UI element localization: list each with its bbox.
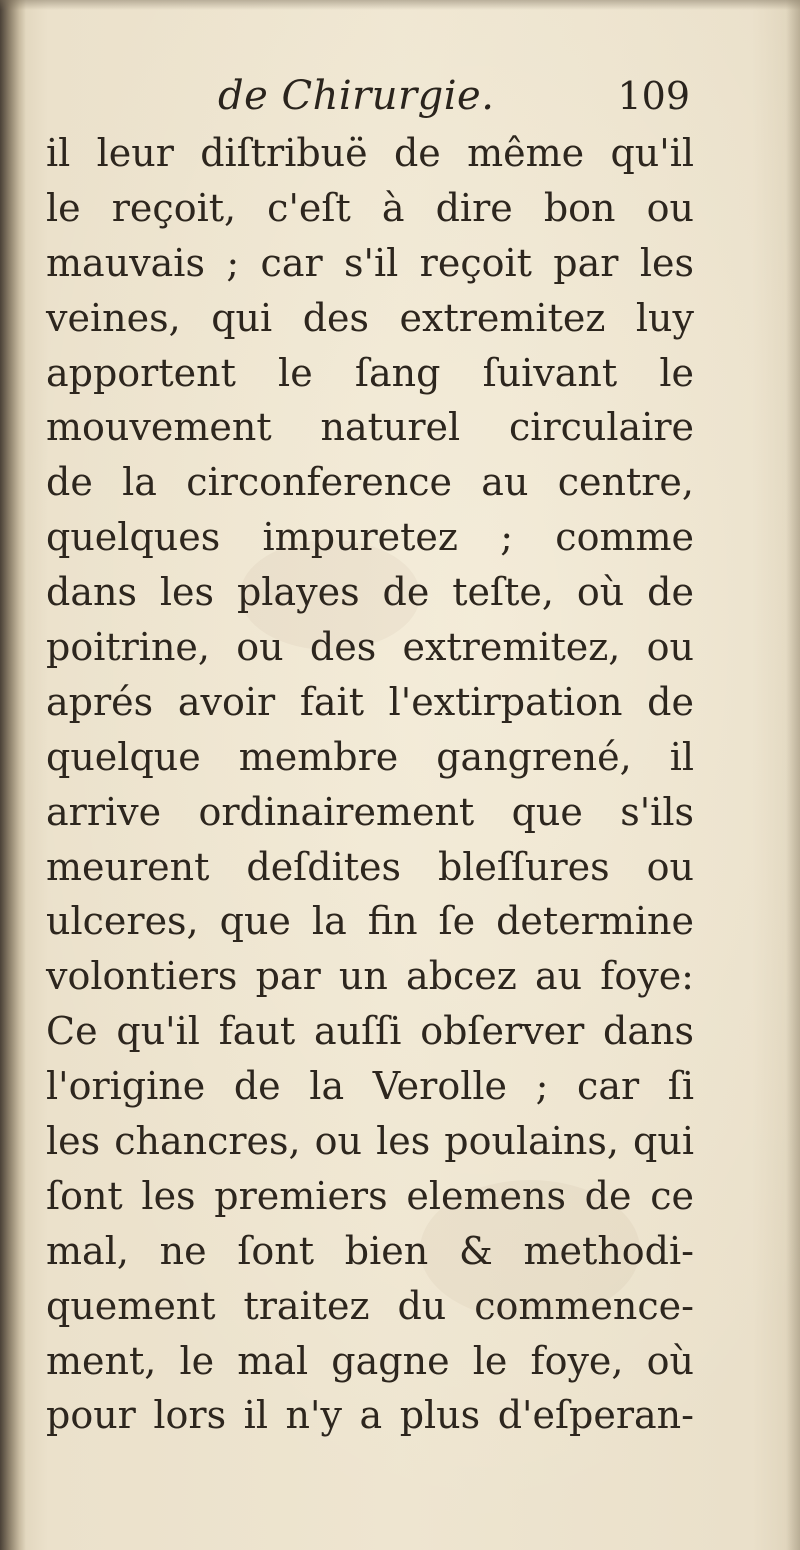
text-line: arrive ordinairement que s'ils bbox=[46, 789, 694, 834]
text-line: le reçoit, c'eſt à dire bon ou bbox=[46, 185, 694, 230]
text-line: quelques impuretez ; comme bbox=[46, 515, 694, 560]
running-title: de Chirurgie. bbox=[218, 73, 495, 119]
text-line: ulceres, que la fin ſe determine bbox=[46, 899, 694, 944]
text-line: veines, qui des extremitez luy bbox=[46, 295, 694, 340]
text-line: pour lors il n'y a plus d'eſperan- bbox=[46, 1393, 694, 1438]
page-header bbox=[48, 66, 690, 126]
binding-gutter bbox=[0, 0, 26, 1550]
body-text bbox=[46, 126, 694, 1443]
text-line: quement traitez du commence- bbox=[46, 1283, 694, 1328]
text-line: apportent le ſang ſuivant le bbox=[46, 350, 694, 395]
text-line: il leur diſtribuë de même qu'il bbox=[46, 131, 694, 175]
text-line: ſont les premiers elemens de ce bbox=[46, 1173, 694, 1218]
text-line: poitrine, ou des extremitez, ou bbox=[46, 625, 694, 670]
text-line: aprés avoir fait l'extirpation de bbox=[46, 679, 694, 724]
text-line: de la circonference au centre, bbox=[46, 460, 694, 505]
text-line: l'origine de la Verolle ; car ſi bbox=[46, 1064, 694, 1109]
text-line: les chancres, ou les poulains, qui bbox=[46, 1119, 694, 1164]
page-top-edge bbox=[0, 0, 800, 10]
text-line: volontiers par un abcez au foye: bbox=[46, 954, 694, 999]
page-right-edge bbox=[786, 0, 800, 1550]
text-line: ment, le mal gagne le foye, où bbox=[46, 1338, 694, 1383]
text-line: quelque membre gangrené, il bbox=[46, 734, 694, 779]
text-line: mal, ne ſont bien & methodi- bbox=[46, 1228, 694, 1273]
text-line: Ce qu'il faut auſſi obſerver dans bbox=[46, 1009, 694, 1054]
text-line: meurent deſdites bleſſures ou bbox=[46, 844, 694, 889]
text-line: dans les playes de teſte, où de bbox=[46, 570, 694, 615]
page-number: 109 bbox=[617, 74, 690, 118]
text-line: mouvement naturel circulaire bbox=[46, 405, 694, 450]
text-line: mauvais ; car s'il reçoit par les bbox=[46, 240, 694, 285]
